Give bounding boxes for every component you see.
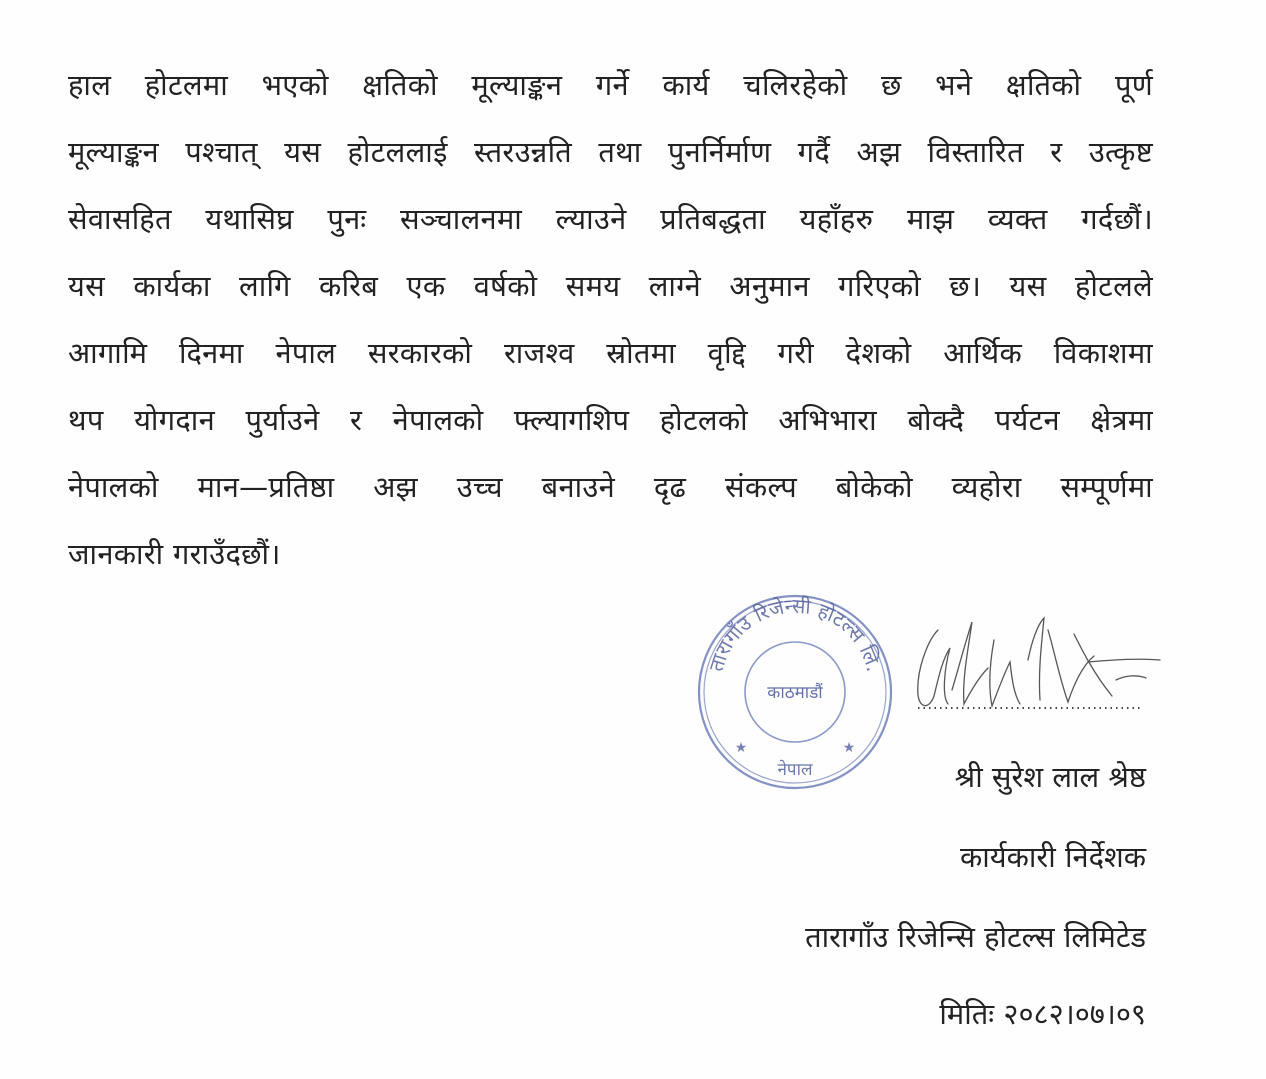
letter-line: थप योगदान पुर्याउने र नेपालको फ्ल्यागशिप होटलको अभिभारा बोक्दै पर्यटन क्षेत्रमा <box>68 403 1153 437</box>
signatory-title: कार्यकारी निर्देशक <box>960 840 1146 874</box>
letter-line: मूल्याङ्कन पश्चात् यस होटललाई स्तरउन्नति तथा पुनर्निर्माण गर्दै अझ विस्तारित र उत्कृष्ट <box>68 135 1153 169</box>
signatory-name: श्री सुरेश लाल श्रेष्ठ <box>954 760 1146 794</box>
letter-line: यस कार्यका लागि करिब एक वर्षको समय लाग्ने अनुमान गरिएको छ। यस होटलले <box>68 269 1153 303</box>
seal-bottom-text: नेपाल <box>777 760 813 780</box>
seal-ring-text: तारागाँउ रिजेन्सी होटल्स लि. <box>703 593 887 675</box>
seal-center-text: काठमाडौं <box>767 683 823 703</box>
letter-line: सेवासहित यथासिघ्र पुनः सञ्चालनमा ल्याउने प्रतिबद्धता यहाँहरु माझ व्यक्त गर्दछौं। <box>68 202 1153 236</box>
letter-line: जानकारी गराउँदछौं। <box>68 537 281 571</box>
letter-date: मितिः २०८२।०७।०९ <box>939 997 1146 1031</box>
seal-star-icon: ★ <box>734 740 748 756</box>
handwritten-signature <box>898 600 1166 740</box>
letter-body <box>68 70 1153 606</box>
seal-star-icon: ★ <box>842 740 856 756</box>
letter-line: नेपालको मान—प्रतिष्ठा अझ उच्च बनाउने दृढ संकल्प बोकेको व्यहोरा सम्पूर्णमा <box>68 470 1153 504</box>
signatory-company: तारागाँउ रिजेन्सि होटल्स लिमिटेड <box>805 920 1146 954</box>
letter-line: हाल होटलमा भएको क्षतिको मूल्याङ्कन गर्ने कार्य चलिरहेको छ भने क्षतिको पूर्ण <box>68 68 1153 102</box>
letter-line: आगामि दिनमा नेपाल सरकारको राजश्व स्रोतमा वृद्दि गरी देशको आर्थिक विकाशमा <box>68 336 1153 370</box>
